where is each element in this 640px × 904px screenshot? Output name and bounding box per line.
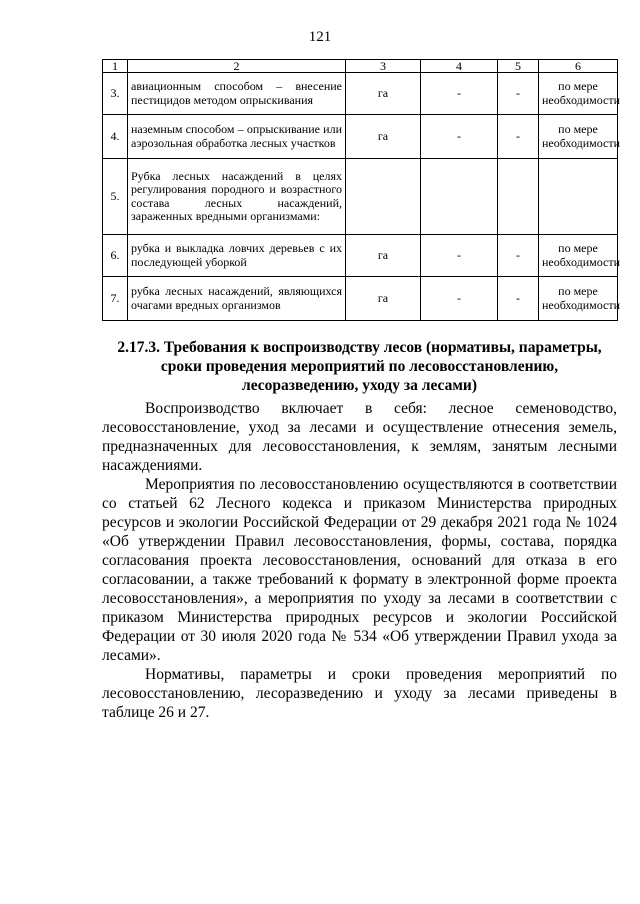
work-description: рубка и выкладка ловчих деревьев с их последующей уборкой [128,235,346,277]
term-cell: по мере необходимости [539,115,618,159]
header-cell: 6 [539,60,618,73]
term-cell [539,159,618,235]
col5-cell: - [498,73,539,115]
table-row [103,159,618,235]
header-cell: 2 [128,60,346,73]
section-body [102,399,617,722]
header-cell: 3 [346,60,421,73]
col4-cell: - [421,115,498,159]
header-cell: 5 [498,60,539,73]
table-row [103,235,618,277]
work-description: авиационным способом – внесение пестицидов методом опрыскивания [128,73,346,115]
unit-cell: га [346,235,421,277]
col5-cell: - [498,235,539,277]
row-number: 3. [103,73,128,115]
header-cell: 4 [421,60,498,73]
col4-cell [421,159,498,235]
row-number: 5. [103,159,128,235]
paragraph: Мероприятия по лесовосстановлению осуществляются в соответствии со статьей 62 Лесного кодекса и приказом Министерства природных ресурсов и экологии Российской Федерации от 29 декабря 2021 года № 1024 «Об утверждении Правил лесовосстановления, формы, состава, порядка согласования проекта лесовосстановления, оснований для отказа в его согласовании, а также требований к формату в электронной форме проекта лесовосстановления», а мероприятия по уходу за лесами в соответствии с приказом Министерства природных ресурсов и экологии Российской Федерации от 30 июля 2020 года № 534 «Об утверждении Правил ухода за лесами». [102,476,617,664]
unit-cell [346,159,421,235]
measures-table [102,59,621,321]
col5-cell: - [498,277,539,321]
row-number: 6. [103,235,128,277]
row-number: 7. [103,277,128,321]
table-row [103,73,618,115]
table-header-row [103,60,618,73]
term-cell: по мере необходимости [539,277,618,321]
table-row [103,277,618,321]
col5-cell [498,159,539,235]
term-cell: по мере необходимости [539,235,618,277]
paragraph: Нормативы, параметры и сроки проведения мероприятий по лесовосстановлению, лесоразведению и уходу за лесами приведены в таблице 26 и 27. [102,666,617,721]
col4-cell: - [421,235,498,277]
table-row [103,115,618,159]
page-number: 121 [308,29,332,45]
col5-cell: - [498,115,539,159]
unit-cell: га [346,277,421,321]
col4-cell: - [421,73,498,115]
paragraph: Воспроизводство включает в себя: лесное семеноводство, лесовосстановление, уход за лесами и осуществление отнесения земель, предназначенных для лесовосстановления, к землям, занятым лесными насаждениями. [102,400,617,474]
row-number: 4. [103,115,128,159]
unit-cell: га [346,73,421,115]
header-cell: 1 [103,60,128,73]
unit-cell: га [346,115,421,159]
work-description: Рубка лесных насаждений в целях регулирования породного и возрастного состава лесных насаждений, зараженных вредными организмами: [128,159,346,235]
section-heading: 2.17.3. Требования к воспроизводству лесов (нормативы, параметры, сроки проведения мероприятий по лесовосстановлению, лесоразведению, уходу за лесами) [117,339,602,394]
col4-cell: - [421,277,498,321]
work-description: наземным способом – опрыскивание или аэрозольная обработка лесных участков [128,115,346,159]
term-cell: по мере необходимости [539,73,618,115]
work-description: рубка лесных насаждений, являющихся очагами вредных организмов [128,277,346,321]
